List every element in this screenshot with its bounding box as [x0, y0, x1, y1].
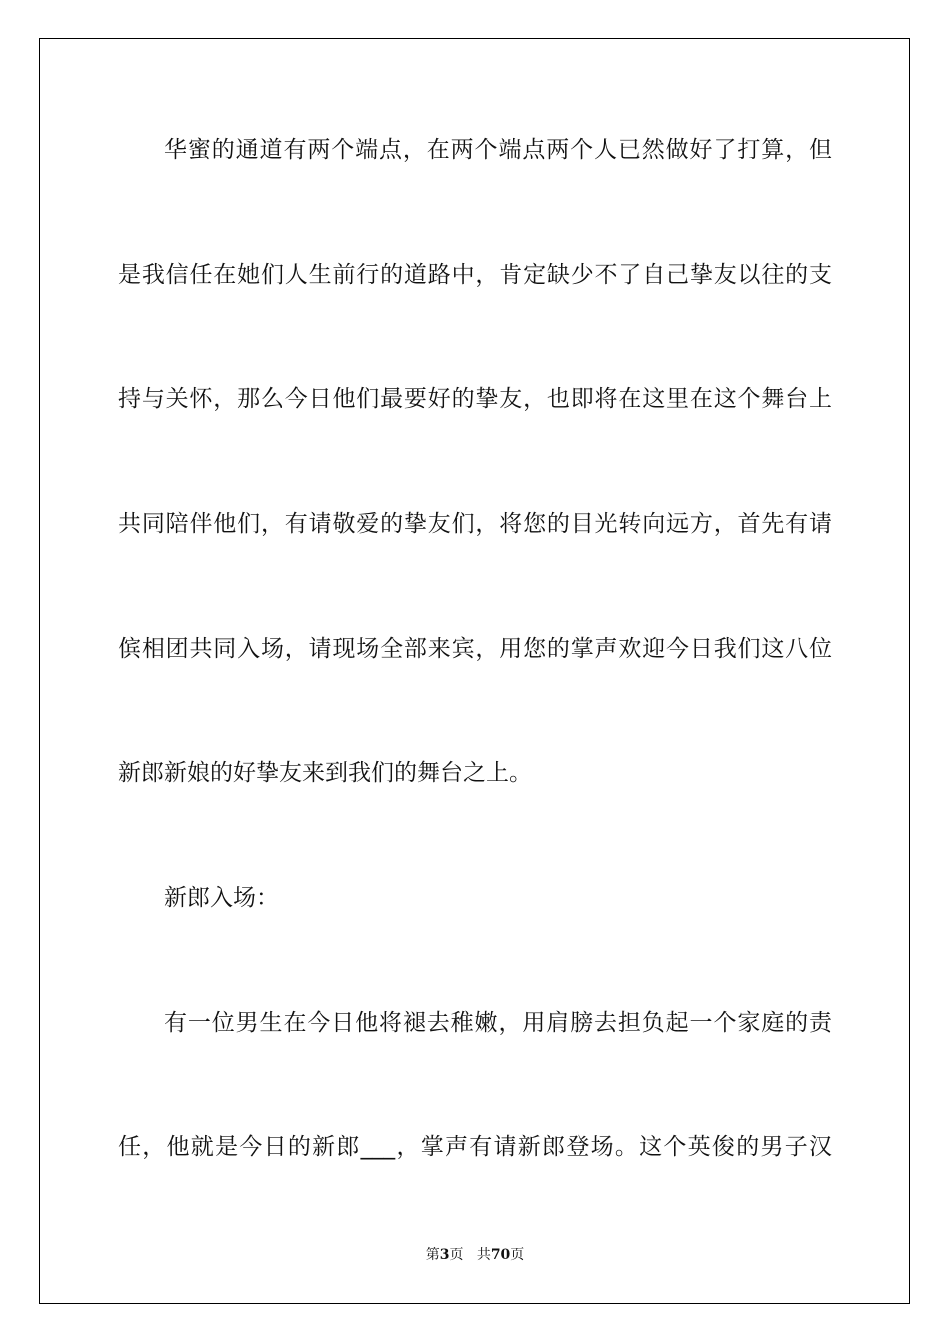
paragraph-line-9: 任，他就是今日的新郎___，掌声有请新郎登场。这个英俊的男子汉 — [118, 1134, 832, 1160]
paragraph-line-5: 傧相团共同入场，请现场全部来宾，用您的掌声欢迎今日我们这八位 — [118, 636, 832, 662]
paragraph-line-2: 是我信任在她们人生前行的道路中，肯定缺少不了自己挚友以往的支 — [118, 262, 832, 288]
paragraph-line-8: 有一位男生在今日他将褪去稚嫩，用肩膀去担负起一个家庭的责 — [164, 1010, 832, 1036]
footer-page-current: 3 — [439, 1247, 450, 1263]
paragraph-line-6: 新郎新娘的好挚友来到我们的舞台之上。 — [118, 760, 532, 786]
paragraph-line-3: 持与关怀，那么今日他们最要好的挚友，也即将在这里在这个舞台上 — [118, 386, 832, 412]
page-footer — [0, 1244, 950, 1264]
section-heading-groom-entrance: 新郎入场： — [164, 885, 279, 911]
paragraph-line-1: 华蜜的通道有两个端点，在两个端点两个人已然做好了打算，但 — [164, 137, 832, 163]
footer-total-suffix: 页 — [510, 1247, 525, 1263]
footer-total-prefix: 共 — [476, 1247, 491, 1263]
footer-page-suffix: 页 — [449, 1247, 464, 1263]
paragraph-line-4: 共同陪伴他们，有请敬爱的挚友们，将您的目光转向远方，首先有请 — [118, 511, 832, 537]
footer-page-prefix: 第 — [425, 1247, 440, 1263]
page-border — [39, 38, 910, 1304]
footer-page-total: 70 — [490, 1247, 511, 1263]
